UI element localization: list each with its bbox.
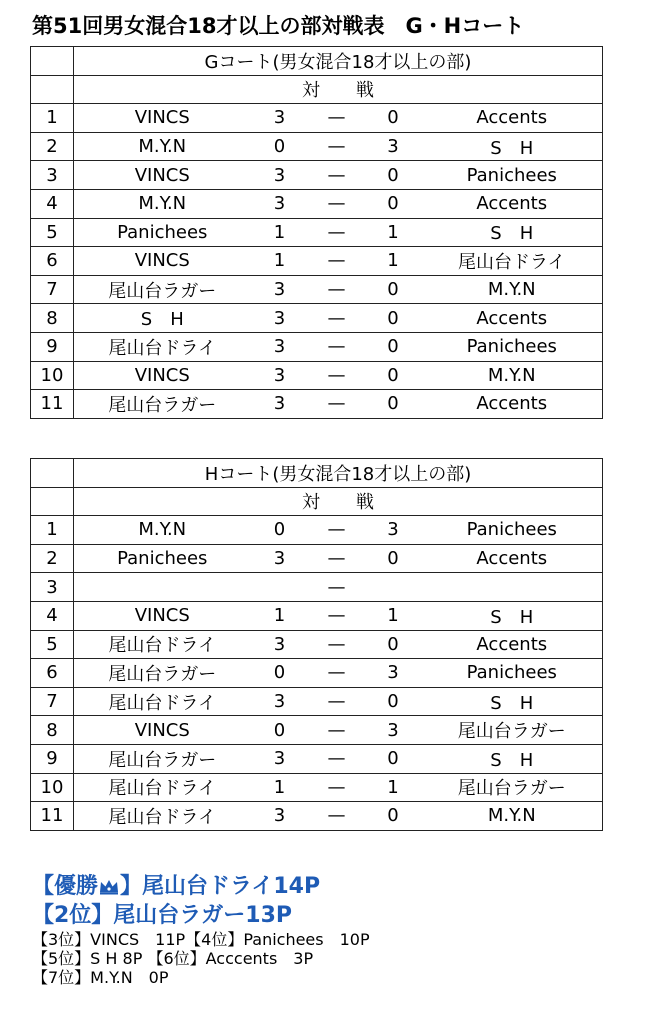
home-team: Panichees xyxy=(74,218,251,247)
score-dash: — xyxy=(309,304,365,333)
score-dash: — xyxy=(309,544,365,573)
vs-header: 対 戦 xyxy=(74,75,603,104)
away-team: S H xyxy=(422,132,603,161)
away-team: Accents xyxy=(422,390,603,419)
crown-icon xyxy=(98,877,120,895)
away-score xyxy=(365,573,422,602)
blank-cell xyxy=(31,459,74,488)
match-number: 7 xyxy=(31,687,74,716)
home-score: 3 xyxy=(251,304,309,333)
away-team: Panichees xyxy=(422,659,603,688)
g-court-table xyxy=(30,46,603,419)
away-score: 3 xyxy=(365,659,422,688)
score-dash: — xyxy=(309,687,365,716)
home-team: M.Y.N xyxy=(74,516,251,545)
winner-text: 】尾山台ドライ14P xyxy=(120,874,321,899)
h-court-table xyxy=(30,458,603,831)
score-dash: — xyxy=(309,332,365,361)
match-number: 9 xyxy=(31,744,74,773)
away-team: S H xyxy=(422,744,603,773)
vs-header-row xyxy=(31,75,603,104)
match-number: 10 xyxy=(31,773,74,802)
match-row xyxy=(31,773,603,802)
match-number: 7 xyxy=(31,275,74,304)
away-team: M.Y.N xyxy=(422,361,603,390)
match-number: 5 xyxy=(31,630,74,659)
court-title-row xyxy=(31,459,603,488)
away-team: Accents xyxy=(422,189,603,218)
vs-header: 対 戦 xyxy=(74,487,603,516)
away-score: 1 xyxy=(365,218,422,247)
score-dash: — xyxy=(309,132,365,161)
away-score: 0 xyxy=(365,802,422,831)
winner-line xyxy=(32,872,370,901)
blank-cell xyxy=(31,75,74,104)
court-title-row xyxy=(31,47,603,76)
away-score: 0 xyxy=(365,630,422,659)
away-team: 尾山台ラガー xyxy=(422,773,603,802)
home-team: Panichees xyxy=(74,544,251,573)
home-score xyxy=(251,573,309,602)
away-team: M.Y.N xyxy=(422,802,603,831)
match-row xyxy=(31,516,603,545)
away-score: 0 xyxy=(365,189,422,218)
match-row xyxy=(31,275,603,304)
score-dash: — xyxy=(309,773,365,802)
away-team: Accents xyxy=(422,630,603,659)
away-score: 0 xyxy=(365,104,422,133)
away-score: 0 xyxy=(365,304,422,333)
home-team: 尾山台ドライ xyxy=(74,773,251,802)
home-team: 尾山台ラガー xyxy=(74,275,251,304)
match-number: 4 xyxy=(31,601,74,630)
score-dash: — xyxy=(309,744,365,773)
match-number: 8 xyxy=(31,716,74,745)
match-number: 2 xyxy=(31,544,74,573)
home-score: 3 xyxy=(251,332,309,361)
match-number: 6 xyxy=(31,659,74,688)
away-score: 3 xyxy=(365,716,422,745)
final-standings xyxy=(32,872,370,987)
away-score: 0 xyxy=(365,544,422,573)
score-dash: — xyxy=(309,716,365,745)
score-dash: — xyxy=(309,275,365,304)
away-score: 1 xyxy=(365,773,422,802)
match-row xyxy=(31,687,603,716)
match-number: 2 xyxy=(31,132,74,161)
score-dash: — xyxy=(309,218,365,247)
away-team: Accents xyxy=(422,544,603,573)
home-team: VINCS xyxy=(74,161,251,190)
home-score: 3 xyxy=(251,361,309,390)
match-number: 9 xyxy=(31,332,74,361)
score-dash: — xyxy=(309,361,365,390)
court-title: Hコート(男女混合18才以上の部) xyxy=(74,459,603,488)
match-number: 3 xyxy=(31,573,74,602)
home-score: 3 xyxy=(251,104,309,133)
away-score: 0 xyxy=(365,687,422,716)
away-score: 1 xyxy=(365,601,422,630)
match-row xyxy=(31,601,603,630)
match-row xyxy=(31,802,603,831)
blank-cell xyxy=(31,47,74,76)
home-team: M.Y.N xyxy=(74,132,251,161)
score-dash: — xyxy=(309,516,365,545)
home-team: 尾山台ドライ xyxy=(74,802,251,831)
second-place-line: 【2位】尾山台ラガー13P xyxy=(32,903,293,928)
match-number: 10 xyxy=(31,361,74,390)
away-score: 3 xyxy=(365,132,422,161)
court-title: Gコート(男女混合18才以上の部) xyxy=(74,47,603,76)
score-dash: — xyxy=(309,802,365,831)
match-number: 1 xyxy=(31,516,74,545)
away-score: 0 xyxy=(365,275,422,304)
home-score: 1 xyxy=(251,247,309,276)
match-row xyxy=(31,104,603,133)
home-team: 尾山台ドライ xyxy=(74,687,251,716)
away-score: 1 xyxy=(365,247,422,276)
match-number: 5 xyxy=(31,218,74,247)
home-score: 3 xyxy=(251,161,309,190)
home-score: 1 xyxy=(251,601,309,630)
away-team: Accents xyxy=(422,304,603,333)
match-number: 6 xyxy=(31,247,74,276)
away-score: 3 xyxy=(365,516,422,545)
home-team: 尾山台ラガー xyxy=(74,659,251,688)
score-dash: — xyxy=(309,247,365,276)
home-score: 1 xyxy=(251,773,309,802)
home-score: 3 xyxy=(251,189,309,218)
home-team: 尾山台ドライ xyxy=(74,630,251,659)
score-dash: — xyxy=(309,161,365,190)
home-score: 3 xyxy=(251,390,309,419)
score-dash: — xyxy=(309,630,365,659)
home-score: 1 xyxy=(251,218,309,247)
home-score: 0 xyxy=(251,716,309,745)
away-score: 0 xyxy=(365,744,422,773)
away-team: M.Y.N xyxy=(422,275,603,304)
home-score: 0 xyxy=(251,516,309,545)
score-dash: — xyxy=(309,390,365,419)
home-team: VINCS xyxy=(74,601,251,630)
home-team: 尾山台ラガー xyxy=(74,390,251,419)
match-row xyxy=(31,304,603,333)
away-team: 尾山台ラガー xyxy=(422,716,603,745)
match-row xyxy=(31,161,603,190)
match-row xyxy=(31,659,603,688)
match-row xyxy=(31,132,603,161)
home-team: VINCS xyxy=(74,361,251,390)
home-score: 3 xyxy=(251,687,309,716)
match-row xyxy=(31,630,603,659)
away-team: Panichees xyxy=(422,332,603,361)
score-dash: — xyxy=(309,573,365,602)
home-score: 3 xyxy=(251,275,309,304)
standings-line-3-4: 【3位】VINCS 11P【4位】Panichees 10P xyxy=(32,930,370,949)
away-team: S H xyxy=(422,687,603,716)
away-score: 0 xyxy=(365,161,422,190)
standings-line-7: 【7位】M.Y.N 0P xyxy=(32,968,169,987)
score-dash: — xyxy=(309,601,365,630)
away-score: 0 xyxy=(365,332,422,361)
away-score: 0 xyxy=(365,390,422,419)
home-score: 3 xyxy=(251,802,309,831)
page-title: 第51回男女混合18才以上の部対戦表 G・Hコート xyxy=(32,14,525,38)
score-dash: — xyxy=(309,104,365,133)
home-team: VINCS xyxy=(74,104,251,133)
home-score: 3 xyxy=(251,544,309,573)
away-team: Panichees xyxy=(422,161,603,190)
match-row xyxy=(31,390,603,419)
match-row xyxy=(31,189,603,218)
match-row xyxy=(31,247,603,276)
away-team: 尾山台ドライ xyxy=(422,247,603,276)
home-team: M.Y.N xyxy=(74,189,251,218)
score-dash: — xyxy=(309,659,365,688)
vs-header-row xyxy=(31,487,603,516)
match-number: 1 xyxy=(31,104,74,133)
match-row xyxy=(31,573,603,602)
match-number: 3 xyxy=(31,161,74,190)
score-dash: — xyxy=(309,189,365,218)
match-row xyxy=(31,716,603,745)
away-team: Accents xyxy=(422,104,603,133)
home-team: VINCS xyxy=(74,716,251,745)
home-score: 0 xyxy=(251,659,309,688)
blank-cell xyxy=(31,487,74,516)
match-number: 11 xyxy=(31,390,74,419)
home-team: VINCS xyxy=(74,247,251,276)
home-score: 3 xyxy=(251,744,309,773)
match-row xyxy=(31,744,603,773)
match-row xyxy=(31,361,603,390)
match-row xyxy=(31,544,603,573)
match-number: 11 xyxy=(31,802,74,831)
away-team: S H xyxy=(422,218,603,247)
home-team: 尾山台ドライ xyxy=(74,332,251,361)
away-team xyxy=(422,573,603,602)
away-team: S H xyxy=(422,601,603,630)
home-score: 0 xyxy=(251,132,309,161)
home-team: S H xyxy=(74,304,251,333)
match-number: 8 xyxy=(31,304,74,333)
away-score: 0 xyxy=(365,361,422,390)
winner-prefix: 【優勝 xyxy=(32,874,99,899)
match-row xyxy=(31,218,603,247)
home-team: 尾山台ラガー xyxy=(74,744,251,773)
standings-line-5-6: 【5位】S H 8P 【6位】Acccents 3P xyxy=(32,949,314,968)
home-score: 3 xyxy=(251,630,309,659)
match-number: 4 xyxy=(31,189,74,218)
match-row xyxy=(31,332,603,361)
away-team: Panichees xyxy=(422,516,603,545)
home-team xyxy=(74,573,251,602)
